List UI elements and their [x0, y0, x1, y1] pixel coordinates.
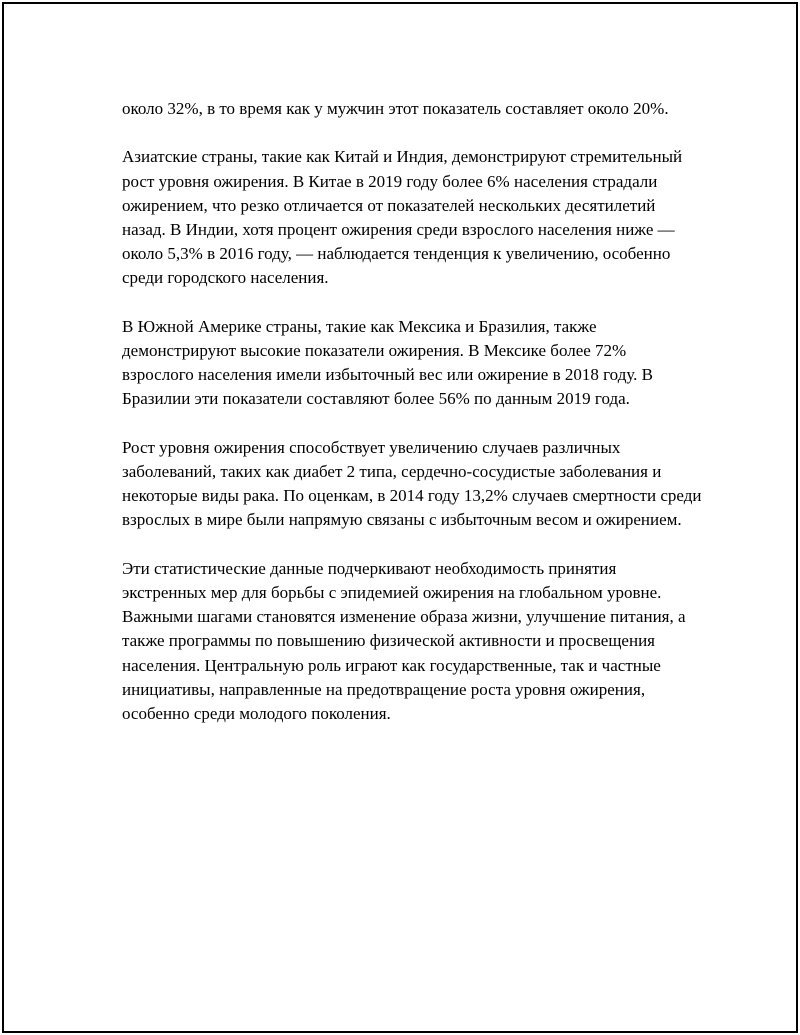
document-body	[122, 97, 702, 750]
page-frame	[2, 2, 798, 1033]
paragraph-2: Азиатские страны, такие как Китай и Индия, демонстрируют стремительный рост уровня ожирения. В Китае в 2019 году более 6% населения страдали ожирением, что резко отличается от показателей нескольких десятилетий назад. В Индии, хотя процент ожирения среди взрослого населения ниже — около 5,3% в 2016 году, — наблюдается тенденция к увеличению, особенно среди городского населения.	[122, 147, 683, 288]
paragraph-4: Рост уровня ожирения способствует увеличению случаев различных заболеваний, таких как диабет 2 типа, сердечно-сосудистые заболевания и некоторые виды рака. По оценкам, в 2014 году 13,2% случаев смертности среди взрослых в мире были напрямую связаны с избыточным весом и ожирением.	[122, 437, 702, 530]
paragraph-5: Эти статистические данные подчеркивают необходимость принятия экстренных мер для борьбы с эпидемией ожирения на глобальном уровне. Важными шагами становятся изменение образа жизни, улучшение питания, а также программы по повышению физической активности и просвещения населения. Центральную роль играют как государственные, так и частные инициативы, направленные на предотвращение роста уровня ожирения, особенно среди молодого поколения.	[122, 558, 686, 724]
paragraph-1: около 32%, в то время как у мужчин этот показатель составляет около 20%.	[122, 99, 669, 118]
paragraph-3: В Южной Америке страны, такие как Мексика и Бразилия, также демонстрируют высокие показатели ожирения. В Мексике более 72% взрослого населения имели избыточный вес или ожирение в 2018 году. В Бразилии эти показатели составляют более 56% по данным 2019 года.	[122, 316, 653, 409]
